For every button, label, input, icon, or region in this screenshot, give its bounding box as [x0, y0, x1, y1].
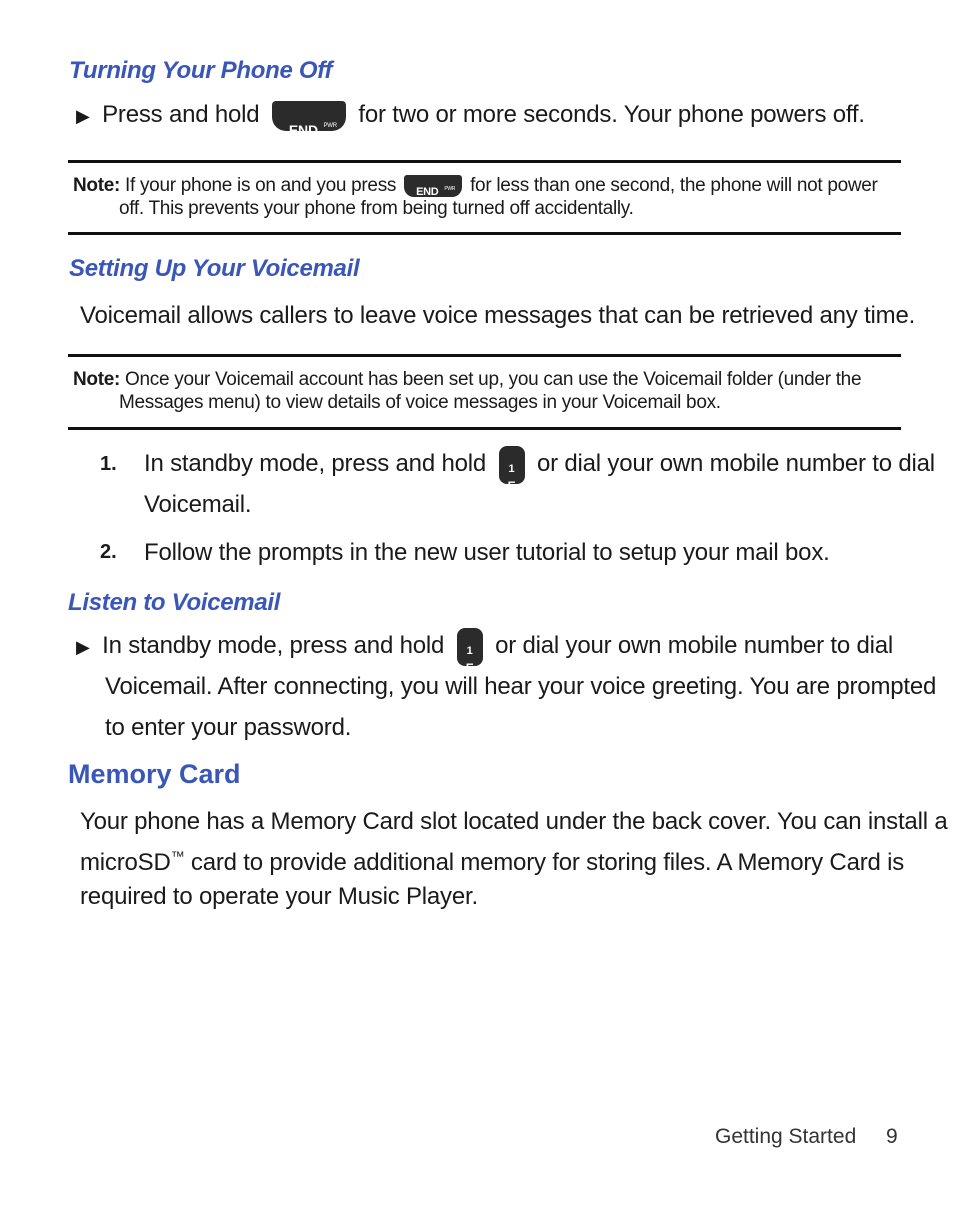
listen-line-2: Voicemail. After connecting, you will hear your voice greeting. You are prompted [105, 673, 937, 700]
step-2-number: 2. [100, 541, 117, 563]
heading-turning-phone-off: Turning Your Phone Off [69, 57, 333, 84]
note-1-line-1: Note: If your phone is on and you press END PWR for less than one second, the phone will not power [73, 175, 878, 198]
footer-section-name: Getting Started [715, 1125, 857, 1148]
one-key-icon: 1 E [499, 446, 525, 484]
step-1-number: 1. [100, 453, 117, 475]
footer-page-number: 9 [886, 1125, 898, 1148]
step-1-line-2: Voicemail. [144, 491, 252, 518]
memory-card-paragraph [80, 805, 947, 914]
note-rule-top [68, 354, 901, 357]
note-rule-top [68, 160, 901, 163]
one-key-icon: 1 E [457, 628, 483, 666]
note-2-line-1: Note: Once your Voicemail account has been set up, you can use the Voicemail folder (under the [73, 369, 862, 390]
note-rule-bottom [68, 427, 901, 430]
memory-line-1: Your phone has a Memory Card slot located under the back cover. You can install a [80, 808, 948, 835]
listen-line-3: to enter your password. [105, 714, 352, 741]
end-key-icon: END PWR [272, 101, 346, 131]
voicemail-paragraph: Voicemail allows callers to leave voice messages that can be retrieved any time. [80, 302, 916, 329]
note-label: Note: [73, 369, 121, 390]
bullet-turning-off: ▶ Press and hold END PWR for two or more seconds. Your phone powers off. [76, 101, 865, 138]
note-2-line-2: Messages menu) to view details of voice messages in your Voicemail box. [119, 392, 721, 413]
heading-listen-to-voicemail: Listen to Voicemail [68, 589, 281, 616]
listen-line-1: ▶ In standby mode, press and hold 1 E or dial your own mobile number to dial [76, 625, 893, 668]
note-label: Note: [73, 175, 121, 196]
bullet-arrow-icon: ▶ [76, 637, 90, 657]
heading-setting-up-voicemail: Setting Up Your Voicemail [69, 255, 360, 282]
note-rule-bottom [68, 232, 901, 235]
end-key-icon: END PWR [404, 175, 462, 197]
memory-line-3: required to operate your Music Player. [80, 883, 478, 910]
heading-memory-card: Memory Card [68, 759, 241, 789]
step-1-line-1: In standby mode, press and hold 1 E or dial your own mobile number to dial [144, 443, 935, 484]
step-2-text: Follow the prompts in the new user tutorial to setup your mail box. [144, 539, 830, 566]
note-1-line-2: off. This prevents your phone from being turned off accidentally. [119, 198, 634, 219]
bullet-arrow-icon: ▶ [76, 106, 90, 126]
memory-line-2: microSD™ card to provide additional memory for storing files. A Memory Card is [80, 848, 905, 876]
